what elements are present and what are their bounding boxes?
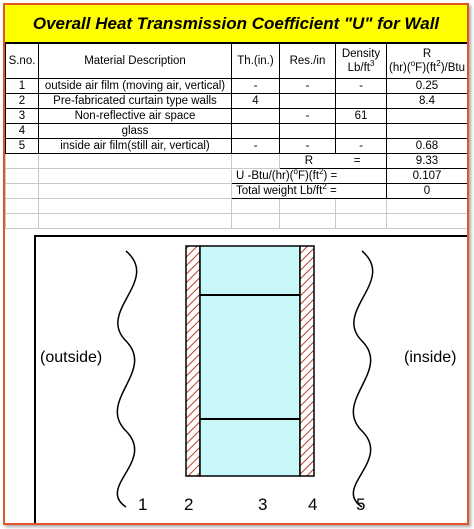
outside-label: (outside) bbox=[40, 349, 103, 366]
table-row: 5 inside air film(still air, vertical) - - - 0.68 bbox=[6, 139, 468, 154]
wall-section-diagram bbox=[34, 235, 469, 525]
weight-label: Total weight $Lb/ft^2$ = bbox=[232, 184, 387, 199]
layer-number-1: 1 bbox=[138, 495, 148, 514]
table-row: 4 glass bbox=[6, 124, 468, 139]
outside-air-film-wave bbox=[117, 251, 136, 507]
glass-air-space bbox=[200, 246, 300, 476]
r-total-value: 9.33 bbox=[387, 154, 468, 169]
header-description: Material Description bbox=[39, 44, 232, 79]
header-sno: S.no. bbox=[6, 44, 39, 79]
u-label: U $-Btu/(hr)(^oF)(ft^2)$ = bbox=[232, 169, 387, 184]
table-row: 3 Non-reflective air space - 61 bbox=[6, 109, 468, 124]
header-resistance: Res./in bbox=[280, 44, 336, 79]
weight-value: 0 bbox=[387, 184, 468, 199]
layer-number-5: 5 bbox=[356, 495, 366, 514]
right-curtain-wall-hatch bbox=[300, 246, 314, 476]
r-label: R = bbox=[280, 154, 387, 169]
worksheet-frame bbox=[3, 3, 469, 525]
header-density: Density $Lb/ft^3$ bbox=[336, 44, 387, 79]
table-row: 2 Pre-fabricated curtain type walls 4 8.4 bbox=[6, 94, 468, 109]
wall-section-drawing bbox=[36, 237, 469, 523]
summary-row-u bbox=[6, 169, 468, 184]
layer-number-3: 3 bbox=[258, 495, 268, 514]
left-curtain-wall-hatch bbox=[186, 246, 200, 476]
layer-number-2: 2 bbox=[184, 495, 194, 514]
table-header-row bbox=[6, 44, 468, 79]
summary-row-weight bbox=[6, 184, 468, 199]
header-r-value: R $(hr)(^oF)(ft^2)$/Btu bbox=[387, 44, 468, 79]
u-value: 0.107 bbox=[387, 169, 468, 184]
sheet-title: Overall Heat Transmission Coefficient "U" for Wall bbox=[5, 5, 467, 43]
material-table bbox=[5, 43, 468, 229]
inside-label: (inside) bbox=[404, 349, 457, 366]
layer-number-4: 4 bbox=[308, 495, 318, 514]
table-row: 1 outside air film (moving air, vertical) - - - 0.25 bbox=[6, 79, 468, 94]
header-thickness: Th.(in.) bbox=[232, 44, 280, 79]
summary-row-r bbox=[6, 154, 468, 169]
inside-air-film-wave bbox=[353, 251, 372, 507]
